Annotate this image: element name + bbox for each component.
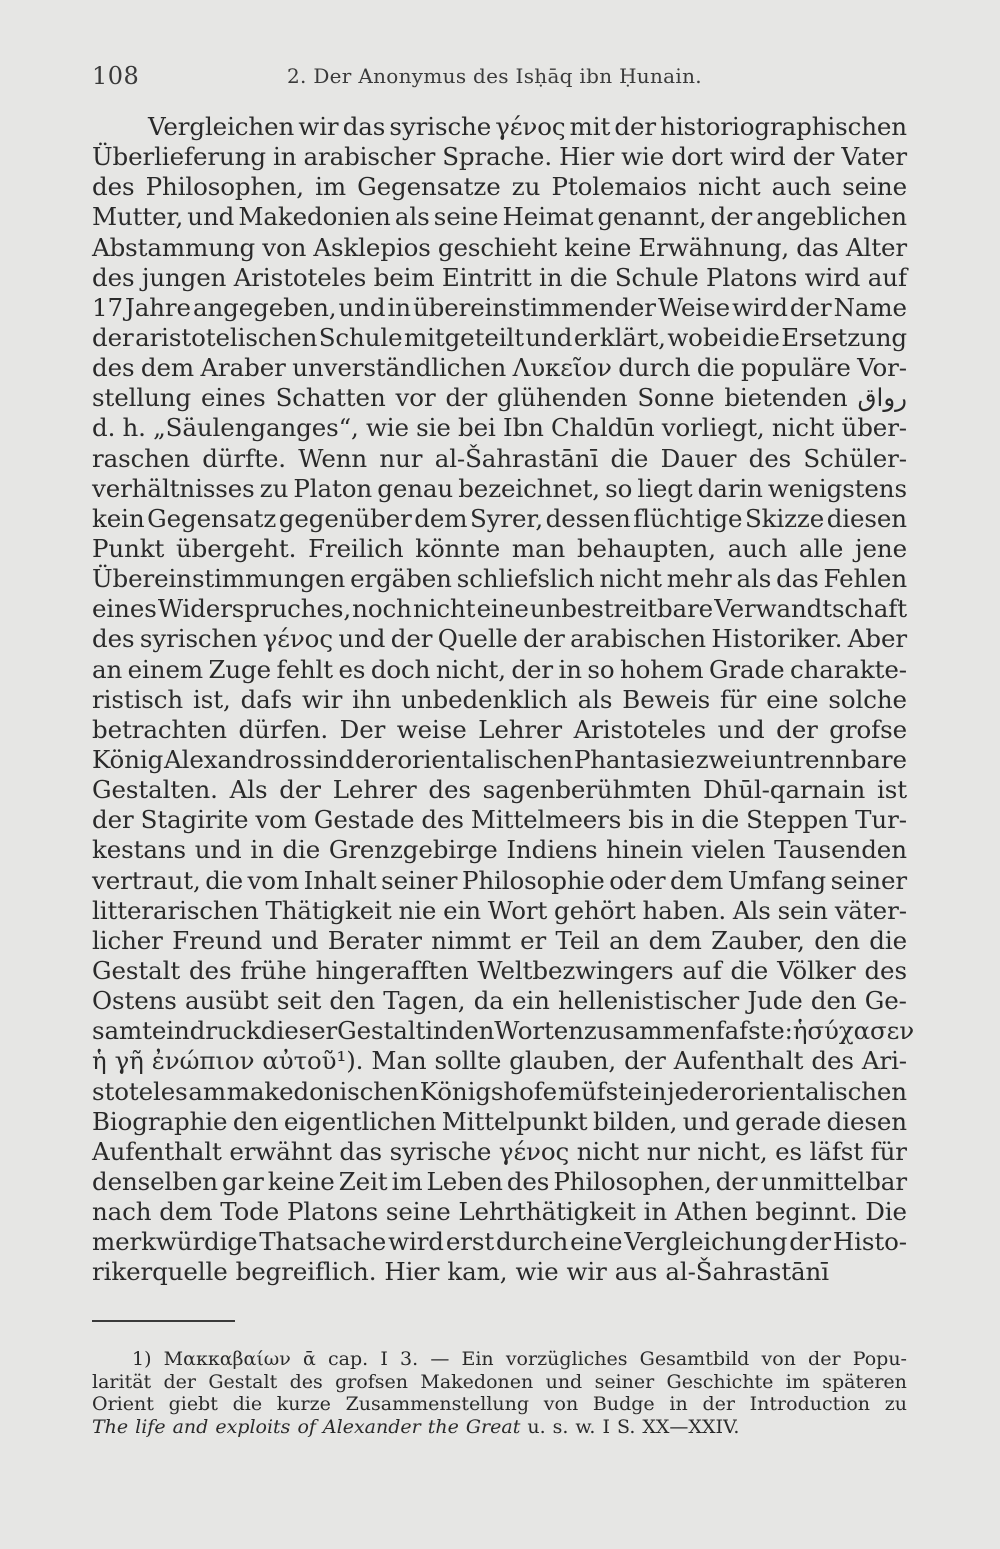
text-line: samteindruck dieser Gestalt in den Worten zusammenfafste: ἡσύχασεν	[92, 1016, 915, 1046]
text-line: ἡ γῆ ἐνώπιον αὐτοῦ¹). Man sollte glauben, der Aufenthalt des Ari-	[92, 1046, 907, 1076]
text-line: kein Gegensatz gegenüber dem Syrer, dessen flüchtige Skizze diesen	[92, 503, 907, 533]
text-line: an einem Zuge fehlt es doch nicht, der in so hohem Grade charakte-	[92, 654, 907, 684]
text-line: Überlieferung in arabischer Sprache. Hier wie dort wird der Vater	[92, 142, 907, 172]
text-line: Punkt übergeht. Freilich könnte man behaupten, auch alle jene	[92, 533, 907, 563]
text-line: merkwürdige Thatsache wird erst durch eine Vergleichung der Histo-	[92, 1227, 907, 1257]
footnote-separator	[92, 1320, 235, 1322]
chapter-title: 2. Der Anonymus des Isḥāq ibn Ḥunain.	[287, 64, 702, 88]
text-line: d. h. „Säulenganges“, wie sie bei Ibn Chaldūn vorliegt, nicht über-	[92, 413, 907, 443]
text-line: ristisch ist, dafs wir ihn unbedenklich als Beweis für eine solche	[92, 684, 907, 714]
text-line: Ostens ausübt seit den Tagen, da ein hellenistischer Jude den Ge-	[92, 986, 907, 1016]
text-line: Gestalten. Als der Lehrer des sagenberühmten Dhūl-qarnain ist	[92, 775, 907, 805]
text-line: nach dem Tode Platons seine Lehrthätigkeit in Athen beginnt. Die	[92, 1197, 907, 1227]
text-line: der aristotelischen Schule mitgeteilt und erklärt, wobei die Ersetzung	[92, 322, 907, 352]
footnote	[92, 1348, 907, 1438]
text-line: des Philosophen, im Gegensatze zu Ptolemaios nicht auch seine	[92, 172, 907, 202]
text-line: Vergleichen wir das syrische γένος mit der historiographischen	[148, 112, 907, 141]
text-line: Aufenthalt erwähnt das syrische γένος nicht nur nicht, es läfst für	[92, 1136, 907, 1166]
text-line: raschen dürfte. Wenn nur al-Šahrastānī die Dauer des Schüler-	[92, 443, 907, 473]
text-line: stellung eines Schatten vor der glühenden Sonne bietenden رواق	[92, 383, 907, 413]
footnote-line: Orient giebt die kurze Zusammenstellung von Budge in der Introduction zu	[92, 1393, 907, 1415]
text-line: König Alexandros sind der orientalischen Phantasie zwei untrennbare	[92, 744, 907, 774]
text-line: stoteles am makedonischen Königshofe müfste in jeder orientalischen	[92, 1076, 907, 1106]
text-line: rikerquelle begreiflich. Hier kam, wie wir aus al-Šahrastānī	[92, 1257, 829, 1287]
text-line: denselben gar keine Zeit im Leben des Philosophen, der unmittelbar	[92, 1166, 907, 1196]
text-line: Biographie den eigentlichen Mittelpunkt bilden, und gerade diesen	[92, 1106, 907, 1136]
text-line: vertraut, die vom Inhalt seiner Philosophie oder dem Umfang seiner	[92, 865, 907, 895]
text-line: Übereinstimmungen ergäben schliefslich nicht mehr als das Fehlen	[92, 564, 907, 594]
footnote-line: 1) Μακκαβαίων ᾱ cap. I 3. — Ein vorzügliches Gesamtbild von der Popu-	[132, 1348, 907, 1370]
text-line: betrachten dürfen. Der weise Lehrer Aristoteles und der grofse	[92, 714, 907, 744]
page-number: 108	[92, 62, 140, 90]
text-line: Mutter, und Makedonien als seine Heimat genannt, der angeblichen	[92, 202, 907, 232]
text-line: des jungen Aristoteles beim Eintritt in die Schule Platons wird auf	[92, 262, 907, 292]
text-line: 17 Jahre angegeben, und in übereinstimmender Weise wird der Name	[92, 292, 907, 322]
body-text	[92, 112, 915, 1287]
text-line: Gestalt des frühe hingerafften Weltbezwingers auf die Völker des	[92, 955, 907, 985]
footnote-line: larität der Gestalt des grofsen Makedonen und seiner Geschichte im späteren	[92, 1370, 907, 1393]
text-line: der Stagirite vom Gestade des Mittelmeers bis in die Steppen Tur-	[92, 805, 907, 835]
text-line: licher Freund und Berater nimmt er Teil an dem Zauber, den die	[92, 925, 907, 955]
footnote-line: The life and exploits of Alexander the Great u. s. w. I S. XX—XXIV.	[92, 1415, 740, 1438]
text-line: verhältnisses zu Platon genau bezeichnet, so liegt darin wenigstens	[92, 473, 907, 503]
text-line: eines Widerspruches, noch nicht eine unbestreitbare Verwandtschaft	[92, 594, 907, 624]
text-line: des syrischen γένος und der Quelle der arabischen Historiker. Aber	[92, 624, 907, 654]
text-line: Abstammung von Asklepios geschieht keine Erwähnung, das Alter	[92, 232, 907, 262]
running-head	[92, 62, 907, 92]
text-line: des dem Araber unverständlichen Λυκεῖον durch die populäre Vor-	[92, 353, 907, 383]
text-line: litterarischen Thätigkeit nie ein Wort gehört haben. Als sein väter-	[92, 895, 907, 925]
text-line: kestans und in die Grenzgebirge Indiens hinein vielen Tausenden	[92, 835, 907, 865]
